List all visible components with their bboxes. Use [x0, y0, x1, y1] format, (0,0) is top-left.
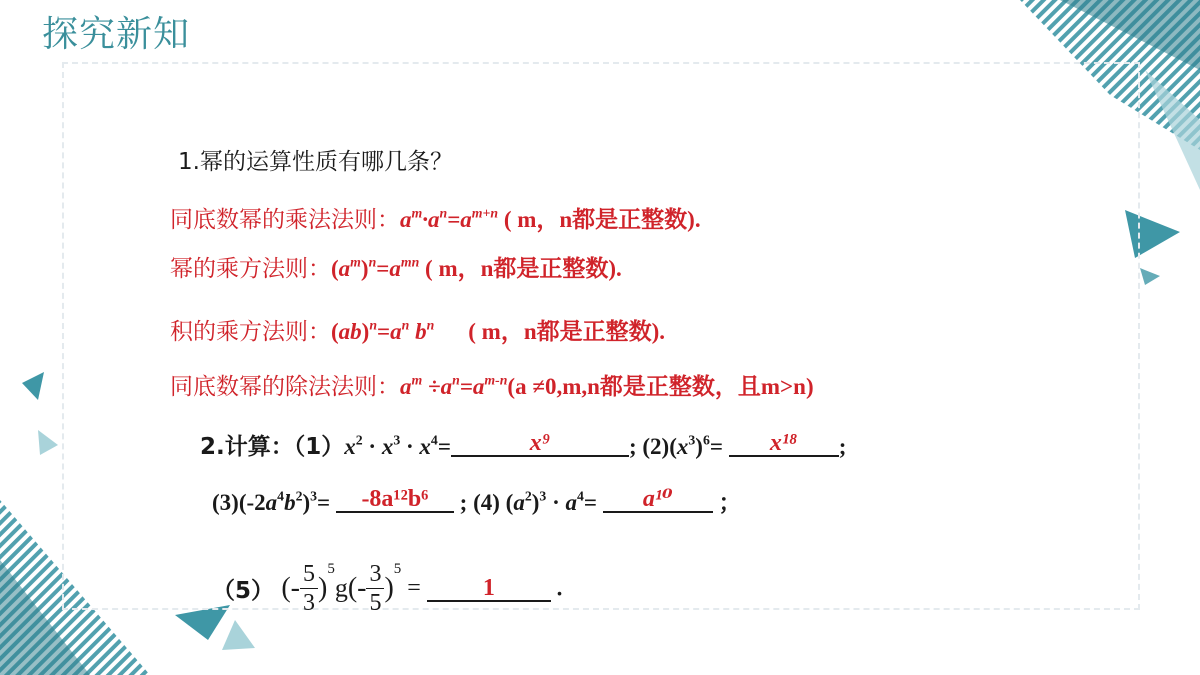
item-1-label: （1）: [293, 434, 345, 460]
operator-g: g: [334, 573, 348, 603]
rule1-condition: ( m，n都是正整数).: [498, 207, 701, 232]
item-1-blank[interactable]: [451, 431, 629, 457]
item-2-label: (2): [642, 434, 670, 459]
exponent-2: 5: [393, 561, 402, 577]
item-1-expression: $x^2 \cdot x^3 \cdot x^4=$: [344, 432, 451, 459]
rule-power-of-power: [170, 250, 622, 283]
rule2-condition: ( m，n都是正整数).: [419, 256, 622, 281]
question-2-row-1: 2.计算：$(1)x^2 \cdot x^3 \cdot x^4=$ x⁹ ; $(2)(x^3)^6=$ x¹⁸ ;: [200, 430, 847, 460]
item-4-answer: a¹⁰: [642, 486, 673, 512]
item-5-answer: 1: [482, 574, 495, 601]
item-4-label: (4): [473, 490, 500, 515]
fraction-2: $\frac{3}{5}$: [366, 560, 384, 617]
rule4-label: 同底数幂的除法法则：: [170, 374, 400, 400]
rule3-formula: $(ab)^n=a^n$ $b^n$: [331, 317, 435, 344]
item-5-label: （5）: [212, 578, 275, 604]
rule3-label: 积的乘方法则：: [170, 319, 331, 345]
item-2-expression: $(x^3)^6=$: [669, 432, 729, 459]
item-4-blank[interactable]: [603, 487, 713, 513]
rule-power-of-product: [170, 313, 665, 346]
rule1-label: 同底数幂的乘法法则：: [170, 207, 400, 233]
rule4-formula: $a^m \div a^n=a^{m-n}$: [400, 372, 508, 399]
item-3-label: (3): [212, 490, 239, 515]
question-2-row-3: （5） (- $\frac{5}{3}$ )$^5$g(- $\frac{3}{5}$ )$^5$ = 1 .: [212, 561, 563, 616]
exponent-1: 5: [327, 561, 335, 577]
item-3-expression: $(-2a^4b^2)^3=$: [238, 488, 336, 515]
item-2-blank[interactable]: [729, 431, 839, 457]
page-title: 探究新知: [42, 14, 191, 55]
question-1-text: 1.幂的运算性质有哪几条？: [178, 149, 453, 175]
item-3-blank[interactable]: [336, 487, 454, 513]
rule2-formula: $(a^m)^n=a^{mn}$: [331, 254, 420, 281]
item-2-answer: x¹⁸: [769, 430, 798, 456]
question-1: [178, 143, 453, 176]
fraction-1: $\frac{5}{3}$: [300, 560, 318, 617]
rule-product-of-powers: [170, 201, 701, 234]
item-4-expression: $(a^2)^3 \cdot a^4=$: [499, 488, 603, 515]
rule4-condition: (a ≠0,m,n都是正整数，且m>n): [507, 374, 814, 399]
question-2-label: 2.计算：: [200, 434, 294, 460]
item-5-blank[interactable]: [427, 576, 551, 602]
question-2-row-2: $(3)(-2a^4b^2)^3=$ -8a¹²b⁶ ; (4) $(a^2)^3 \cdot a^4=$ a¹⁰ ；: [212, 484, 742, 517]
item-1-answer: x⁹: [529, 430, 551, 456]
rule2-label: 幂的乘方法则：: [170, 256, 331, 282]
rule-quotient-of-powers: [170, 368, 814, 401]
rule1-formula: $a^m\cdot a^n=a^{m+n}$: [400, 205, 499, 232]
rule3-condition: ( m，n都是正整数).: [468, 319, 666, 344]
item-3-answer: -8a¹²b⁶: [361, 486, 429, 512]
